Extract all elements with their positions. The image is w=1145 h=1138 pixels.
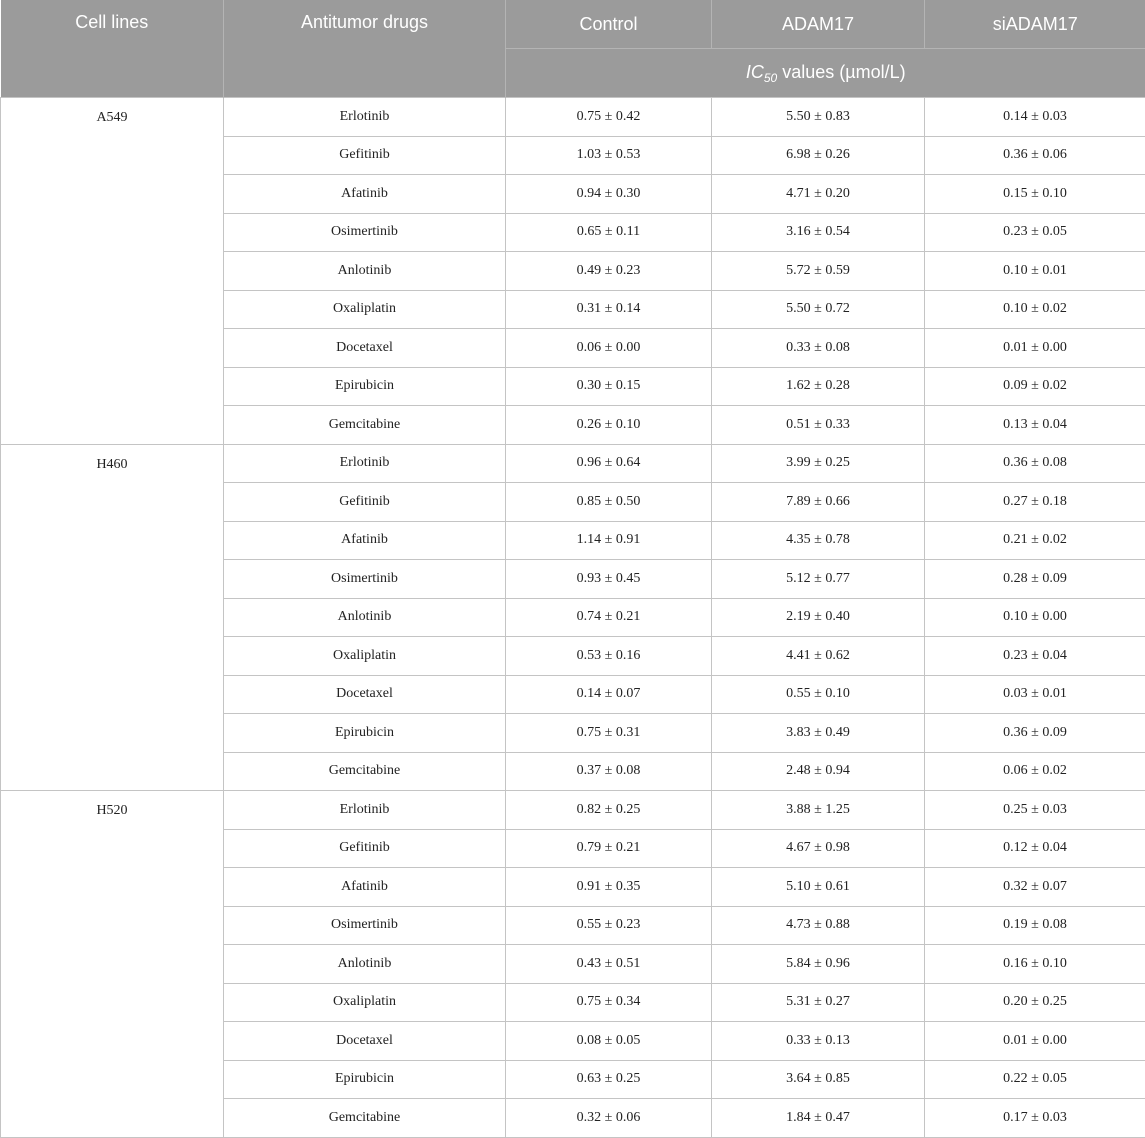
drug-name-cell: Afatinib bbox=[224, 521, 506, 560]
siadam17-value-cell: 0.09 ± 0.02 bbox=[925, 367, 1145, 406]
control-value-cell: 0.43 ± 0.51 bbox=[506, 945, 712, 984]
drug-name-cell: Gemcitabine bbox=[224, 752, 506, 791]
siadam17-value-cell: 0.36 ± 0.08 bbox=[925, 444, 1145, 483]
adam17-value-cell: 3.88 ± 1.25 bbox=[712, 791, 925, 830]
adam17-value-cell: 5.12 ± 0.77 bbox=[712, 560, 925, 599]
siadam17-value-cell: 0.32 ± 0.07 bbox=[925, 868, 1145, 907]
control-value-cell: 0.49 ± 0.23 bbox=[506, 252, 712, 291]
adam17-value-cell: 5.84 ± 0.96 bbox=[712, 945, 925, 984]
table-row bbox=[1, 98, 1145, 137]
control-value-cell: 0.32 ± 0.06 bbox=[506, 1099, 712, 1138]
drug-name-cell: Oxaliplatin bbox=[224, 983, 506, 1022]
drug-name-cell: Docetaxel bbox=[224, 1022, 506, 1061]
header-adam17: ADAM17 bbox=[712, 0, 925, 49]
control-value-cell: 0.74 ± 0.21 bbox=[506, 598, 712, 637]
siadam17-value-cell: 0.10 ± 0.01 bbox=[925, 252, 1145, 291]
adam17-value-cell: 5.31 ± 0.27 bbox=[712, 983, 925, 1022]
drug-name-cell: Oxaliplatin bbox=[224, 290, 506, 329]
siadam17-value-cell: 0.06 ± 0.02 bbox=[925, 752, 1145, 791]
drug-name-cell: Epirubicin bbox=[224, 1060, 506, 1099]
siadam17-value-cell: 0.17 ± 0.03 bbox=[925, 1099, 1145, 1138]
control-value-cell: 0.31 ± 0.14 bbox=[506, 290, 712, 329]
table-body bbox=[1, 98, 1145, 1138]
adam17-value-cell: 0.55 ± 0.10 bbox=[712, 675, 925, 714]
drug-name-cell: Afatinib bbox=[224, 868, 506, 907]
siadam17-value-cell: 0.21 ± 0.02 bbox=[925, 521, 1145, 560]
header-control: Control bbox=[506, 0, 712, 49]
adam17-value-cell: 1.62 ± 0.28 bbox=[712, 367, 925, 406]
drug-name-cell: Epirubicin bbox=[224, 714, 506, 753]
drug-name-cell: Oxaliplatin bbox=[224, 637, 506, 676]
siadam17-value-cell: 0.25 ± 0.03 bbox=[925, 791, 1145, 830]
siadam17-value-cell: 0.19 ± 0.08 bbox=[925, 906, 1145, 945]
drug-name-cell: Gefitinib bbox=[224, 829, 506, 868]
adam17-value-cell: 3.16 ± 0.54 bbox=[712, 213, 925, 252]
header-cell-lines: Cell lines bbox=[1, 0, 224, 98]
adam17-value-cell: 2.19 ± 0.40 bbox=[712, 598, 925, 637]
drug-name-cell: Osimertinib bbox=[224, 213, 506, 252]
siadam17-value-cell: 0.20 ± 0.25 bbox=[925, 983, 1145, 1022]
siadam17-value-cell: 0.15 ± 0.10 bbox=[925, 175, 1145, 214]
adam17-value-cell: 3.64 ± 0.85 bbox=[712, 1060, 925, 1099]
adam17-value-cell: 4.35 ± 0.78 bbox=[712, 521, 925, 560]
adam17-value-cell: 0.51 ± 0.33 bbox=[712, 406, 925, 445]
siadam17-value-cell: 0.03 ± 0.01 bbox=[925, 675, 1145, 714]
adam17-value-cell: 0.33 ± 0.13 bbox=[712, 1022, 925, 1061]
drug-name-cell: Epirubicin bbox=[224, 367, 506, 406]
header-ic50-units bbox=[506, 49, 1145, 98]
adam17-value-cell: 4.41 ± 0.62 bbox=[712, 637, 925, 676]
siadam17-value-cell: 0.16 ± 0.10 bbox=[925, 945, 1145, 984]
adam17-value-cell: 6.98 ± 0.26 bbox=[712, 136, 925, 175]
cell-line-label: A549 bbox=[1, 98, 224, 445]
siadam17-value-cell: 0.23 ± 0.05 bbox=[925, 213, 1145, 252]
table-row bbox=[1, 444, 1145, 483]
control-value-cell: 0.96 ± 0.64 bbox=[506, 444, 712, 483]
control-value-cell: 0.85 ± 0.50 bbox=[506, 483, 712, 522]
siadam17-value-cell: 0.14 ± 0.03 bbox=[925, 98, 1145, 137]
header-antitumor-drugs: Antitumor drugs bbox=[224, 0, 506, 98]
drug-name-cell: Erlotinib bbox=[224, 791, 506, 830]
siadam17-value-cell: 0.12 ± 0.04 bbox=[925, 829, 1145, 868]
adam17-value-cell: 5.72 ± 0.59 bbox=[712, 252, 925, 291]
siadam17-value-cell: 0.36 ± 0.06 bbox=[925, 136, 1145, 175]
cell-line-label: H520 bbox=[1, 791, 224, 1138]
drug-name-cell: Anlotinib bbox=[224, 945, 506, 984]
control-value-cell: 0.63 ± 0.25 bbox=[506, 1060, 712, 1099]
control-value-cell: 0.37 ± 0.08 bbox=[506, 752, 712, 791]
adam17-value-cell: 4.71 ± 0.20 bbox=[712, 175, 925, 214]
siadam17-value-cell: 0.22 ± 0.05 bbox=[925, 1060, 1145, 1099]
drug-name-cell: Gefitinib bbox=[224, 136, 506, 175]
control-value-cell: 0.26 ± 0.10 bbox=[506, 406, 712, 445]
drug-name-cell: Erlotinib bbox=[224, 98, 506, 137]
drug-name-cell: Osimertinib bbox=[224, 906, 506, 945]
drug-name-cell: Anlotinib bbox=[224, 252, 506, 291]
adam17-value-cell: 5.50 ± 0.72 bbox=[712, 290, 925, 329]
adam17-value-cell: 4.73 ± 0.88 bbox=[712, 906, 925, 945]
control-value-cell: 0.93 ± 0.45 bbox=[506, 560, 712, 599]
control-value-cell: 0.08 ± 0.05 bbox=[506, 1022, 712, 1061]
table-header bbox=[1, 0, 1145, 98]
control-value-cell: 0.94 ± 0.30 bbox=[506, 175, 712, 214]
drug-name-cell: Erlotinib bbox=[224, 444, 506, 483]
control-value-cell: 0.14 ± 0.07 bbox=[506, 675, 712, 714]
control-value-cell: 0.75 ± 0.31 bbox=[506, 714, 712, 753]
control-value-cell: 0.06 ± 0.00 bbox=[506, 329, 712, 368]
adam17-value-cell: 3.99 ± 0.25 bbox=[712, 444, 925, 483]
control-value-cell: 0.53 ± 0.16 bbox=[506, 637, 712, 676]
drug-name-cell: Anlotinib bbox=[224, 598, 506, 637]
control-value-cell: 1.14 ± 0.91 bbox=[506, 521, 712, 560]
drug-name-cell: Docetaxel bbox=[224, 329, 506, 368]
control-value-cell: 1.03 ± 0.53 bbox=[506, 136, 712, 175]
adam17-value-cell: 7.89 ± 0.66 bbox=[712, 483, 925, 522]
siadam17-value-cell: 0.10 ± 0.02 bbox=[925, 290, 1145, 329]
adam17-value-cell: 4.67 ± 0.98 bbox=[712, 829, 925, 868]
control-value-cell: 0.75 ± 0.34 bbox=[506, 983, 712, 1022]
units-subscript: 50 bbox=[764, 71, 777, 85]
siadam17-value-cell: 0.13 ± 0.04 bbox=[925, 406, 1145, 445]
control-value-cell: 0.30 ± 0.15 bbox=[506, 367, 712, 406]
cell-line-label: H460 bbox=[1, 444, 224, 791]
adam17-value-cell: 5.50 ± 0.83 bbox=[712, 98, 925, 137]
siadam17-value-cell: 0.23 ± 0.04 bbox=[925, 637, 1145, 676]
drug-name-cell: Osimertinib bbox=[224, 560, 506, 599]
drug-name-cell: Gemcitabine bbox=[224, 406, 506, 445]
control-value-cell: 0.75 ± 0.42 bbox=[506, 98, 712, 137]
drug-name-cell: Gefitinib bbox=[224, 483, 506, 522]
control-value-cell: 0.65 ± 0.11 bbox=[506, 213, 712, 252]
siadam17-value-cell: 0.10 ± 0.00 bbox=[925, 598, 1145, 637]
drug-name-cell: Gemcitabine bbox=[224, 1099, 506, 1138]
siadam17-value-cell: 0.01 ± 0.00 bbox=[925, 1022, 1145, 1061]
units-suffix: values (µmol/L) bbox=[777, 62, 905, 82]
siadam17-value-cell: 0.36 ± 0.09 bbox=[925, 714, 1145, 753]
adam17-value-cell: 2.48 ± 0.94 bbox=[712, 752, 925, 791]
adam17-value-cell: 3.83 ± 0.49 bbox=[712, 714, 925, 753]
siadam17-value-cell: 0.27 ± 0.18 bbox=[925, 483, 1145, 522]
adam17-value-cell: 1.84 ± 0.47 bbox=[712, 1099, 925, 1138]
siadam17-value-cell: 0.01 ± 0.00 bbox=[925, 329, 1145, 368]
control-value-cell: 0.91 ± 0.35 bbox=[506, 868, 712, 907]
siadam17-value-cell: 0.28 ± 0.09 bbox=[925, 560, 1145, 599]
drug-name-cell: Docetaxel bbox=[224, 675, 506, 714]
drug-name-cell: Afatinib bbox=[224, 175, 506, 214]
table-row bbox=[1, 791, 1145, 830]
header-siadam17: siADAM17 bbox=[925, 0, 1145, 49]
units-prefix: IC bbox=[746, 62, 764, 82]
control-value-cell: 0.55 ± 0.23 bbox=[506, 906, 712, 945]
control-value-cell: 0.79 ± 0.21 bbox=[506, 829, 712, 868]
adam17-value-cell: 0.33 ± 0.08 bbox=[712, 329, 925, 368]
control-value-cell: 0.82 ± 0.25 bbox=[506, 791, 712, 830]
adam17-value-cell: 5.10 ± 0.61 bbox=[712, 868, 925, 907]
